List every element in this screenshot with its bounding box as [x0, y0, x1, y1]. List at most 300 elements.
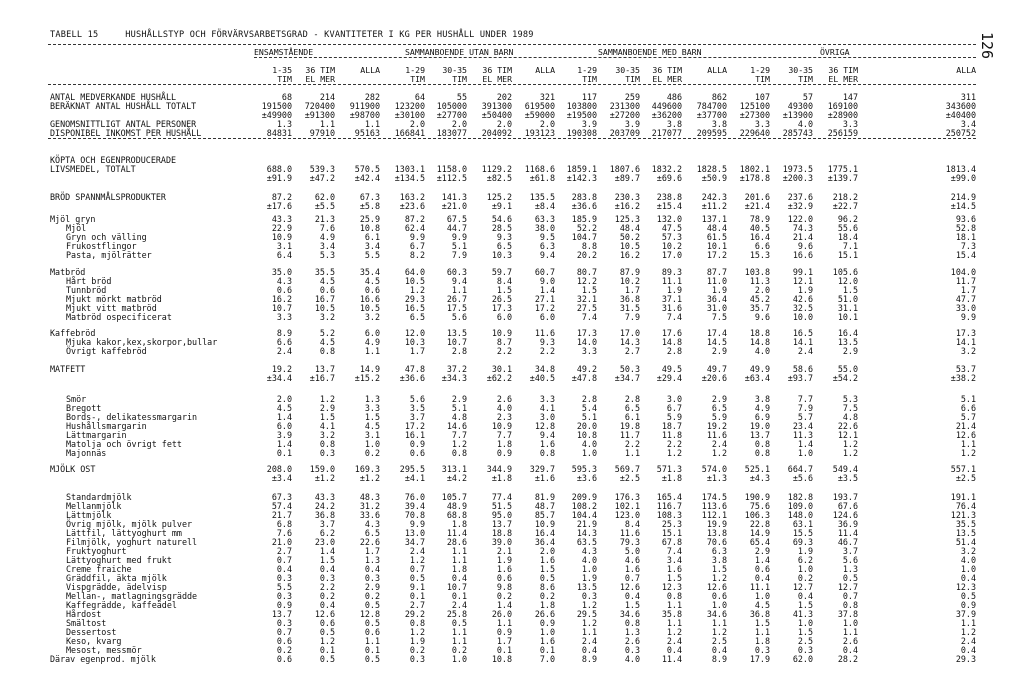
table-cell: 8.4	[624, 519, 640, 529]
row-label: Bords-, delikatessmargarin	[66, 412, 198, 422]
table-cell: 165.4	[656, 492, 682, 502]
table-cell: 14.8	[749, 337, 770, 347]
table-cell: 54.6	[491, 214, 512, 224]
table-cell: ±50400	[481, 110, 512, 120]
table-cell: 14.9	[359, 364, 380, 374]
table-cell: 2.9	[711, 346, 727, 356]
table-cell: 1.3	[364, 394, 380, 404]
table-cell: 525.1	[744, 464, 770, 474]
table-cell: 2.4	[960, 636, 976, 646]
table-cell: 231300	[609, 101, 640, 111]
table-cell: 0.1	[451, 591, 467, 601]
table-cell: 55.6	[837, 223, 858, 233]
table-cell: 23.0	[314, 537, 335, 547]
table-cell: 15.4	[955, 250, 976, 260]
table-cell: 17.0	[619, 328, 640, 338]
table-cell: 0.4	[754, 573, 770, 583]
table-cell: 0.5	[451, 618, 467, 628]
table-cell: 3.8	[666, 119, 682, 129]
table-cell: 911900	[349, 101, 380, 111]
table-cell: 22.6	[837, 421, 858, 431]
table-cell: 5.6	[451, 312, 467, 322]
table-cell: 2.4	[409, 546, 425, 556]
table-cell: 31.1	[837, 303, 858, 313]
table-cell: 204092	[481, 128, 512, 138]
table-cell: 0.2	[539, 591, 555, 601]
table-cell: 65.4	[749, 537, 770, 547]
table-cell: 1.5	[319, 555, 335, 565]
table-cell: ±61.8	[529, 173, 555, 183]
table-cell: 2.0	[539, 546, 555, 556]
table-cell: 23.4	[792, 421, 813, 431]
table-cell: 1.2	[409, 555, 425, 565]
table-cell: 125.3	[614, 214, 640, 224]
table-cell: ±40.5	[529, 373, 555, 383]
table-cell: 169.3	[354, 464, 380, 474]
table-cell: 11.6	[619, 528, 640, 538]
table-cell: 14.3	[576, 528, 597, 538]
table-cell: 124.6	[832, 510, 858, 520]
table-cell: 67.5	[446, 214, 467, 224]
table-cell: 1.1	[496, 618, 512, 628]
table-cell: 27.1	[534, 294, 555, 304]
row-label: Lättfil, lättyoghurt mm	[66, 528, 182, 538]
table-cell: 108.3	[656, 510, 682, 520]
table-cell: 0.1	[364, 645, 380, 655]
row-label: Övrigt kaffebröd	[66, 346, 147, 356]
table-cell: 6.3	[711, 546, 727, 556]
table-cell: 13.5	[837, 337, 858, 347]
table-cell: 0.3	[276, 618, 292, 628]
table-cell: 10.0	[792, 312, 813, 322]
table-cell: 17.3	[576, 328, 597, 338]
table-cell: 0.2	[496, 591, 512, 601]
table-cell: 7.9	[797, 403, 813, 413]
table-cell: 193.7	[832, 492, 858, 502]
table-cell: 7.6	[319, 223, 335, 233]
table-cell: 59.7	[491, 267, 512, 277]
table-cell: 16.1	[404, 430, 425, 440]
table-cell: 218.2	[832, 192, 858, 202]
column-header: 36 TIM EL MER	[482, 65, 512, 84]
table-cell: 11.6	[534, 328, 555, 338]
table-cell: ±17.6	[266, 201, 292, 211]
row-label: Standardmjölk	[66, 492, 132, 502]
table-cell: 68	[281, 92, 292, 102]
table-cell: 1.1	[364, 636, 380, 646]
table-cell: 36.8	[619, 294, 640, 304]
table-cell: 5.1	[451, 403, 467, 413]
table-cell: 95163	[354, 128, 380, 138]
table-cell: 19.0	[749, 421, 770, 431]
table-cell: 4.0	[754, 346, 770, 356]
column-header: 30-35 TIM	[442, 65, 467, 84]
table-cell: 0.4	[960, 573, 976, 583]
table-cell: 0.2	[451, 645, 467, 655]
table-cell: 9.9	[409, 232, 425, 242]
table-cell: 0.3	[276, 573, 292, 583]
table-cell: 1.6	[666, 564, 682, 574]
table-cell: 1.2	[409, 285, 425, 295]
table-cell: 0.8	[624, 618, 640, 628]
table-cell: 6.2	[797, 555, 813, 565]
table-title: TABELL 15 HUSHÅLLSTYP OCH FÖRVÄRVSARBETSGRAD - KVANTITETER I KG PER HUSHÅLL UNDER 1989	[50, 30, 534, 40]
table-cell: 0.5	[364, 600, 380, 610]
table-cell: 17.3	[491, 303, 512, 313]
table-cell: 10.3	[404, 337, 425, 347]
table-cell: 7.9	[451, 250, 467, 260]
table-cell: 10.2	[619, 276, 640, 286]
table-cell: 68.8	[446, 510, 467, 520]
table-cell: 1.9	[496, 555, 512, 565]
table-cell: 2.5	[711, 636, 727, 646]
table-cell: 52.2	[576, 223, 597, 233]
table-cell: 191500	[261, 101, 292, 111]
table-cell: 0.5	[960, 591, 976, 601]
table-cell: 18.8	[749, 328, 770, 338]
table-cell: 2.4	[451, 600, 467, 610]
table-cell: 1.8	[754, 636, 770, 646]
table-cell: 4.6	[624, 555, 640, 565]
table-cell: ±142.3	[566, 173, 597, 183]
table-cell: 0.6	[496, 573, 512, 583]
table-cell: 1.3	[364, 555, 380, 565]
table-cell: 176.3	[614, 492, 640, 502]
table-cell: 6.2	[319, 528, 335, 538]
table-cell: 209595	[696, 128, 727, 138]
table-cell: ±2.5	[955, 473, 976, 483]
table-cell: 12.8	[534, 421, 555, 431]
table-cell: 2.9	[754, 546, 770, 556]
table-cell: 2.0	[496, 119, 512, 129]
table-cell: 1.1	[666, 600, 682, 610]
table-cell: ±36.6	[571, 201, 597, 211]
table-cell: 321	[539, 92, 555, 102]
table-cell: 1832.2	[651, 164, 682, 174]
table-cell: ±27200	[609, 110, 640, 120]
row-label: Mesost, messmör	[66, 645, 142, 655]
table-cell: 0.3	[754, 645, 770, 655]
table-cell: 2.2	[539, 346, 555, 356]
table-cell: 103800	[566, 101, 597, 111]
table-cell: 5.4	[581, 403, 597, 413]
table-cell: ±16.7	[309, 373, 335, 383]
table-cell: 688.0	[266, 164, 292, 174]
table-cell: 10.8	[576, 430, 597, 440]
table-cell: 7.1	[842, 241, 858, 251]
table-cell: 76.4	[955, 501, 976, 511]
table-cell: ±16.2	[614, 201, 640, 211]
table-cell: 14.5	[706, 337, 727, 347]
table-cell: 1.2	[581, 600, 597, 610]
table-cell: 32.5	[792, 303, 813, 313]
table-cell: 8.6	[539, 582, 555, 592]
table-cell: 33.0	[955, 303, 976, 313]
group-header-ovriga: ÖVRIGA	[820, 47, 850, 57]
table-cell: 4.3	[364, 519, 380, 529]
table-cell: 0.1	[409, 591, 425, 601]
table-cell: 0.4	[624, 591, 640, 601]
table-cell: 619500	[524, 101, 555, 111]
table-cell: 0.4	[711, 645, 727, 655]
row-label: Creme fraiche	[66, 564, 132, 574]
table-cell: 12.1	[792, 276, 813, 286]
table-cell: 174.5	[701, 492, 727, 502]
table-cell: 47.7	[955, 294, 976, 304]
table-cell: 1.1	[451, 546, 467, 556]
table-cell: 3.2	[960, 346, 976, 356]
table-cell: 1.7	[496, 636, 512, 646]
table-cell: 13.7	[314, 364, 335, 374]
table-cell: 1973.5	[782, 164, 813, 174]
table-cell: ±5.5	[314, 201, 335, 211]
table-cell: ±63.4	[744, 373, 770, 383]
row-label: Fruktyoghurt	[66, 546, 127, 556]
table-cell: 11.7	[955, 276, 976, 286]
table-cell: 1.3	[624, 627, 640, 637]
table-cell: 58.6	[792, 364, 813, 374]
table-cell: 36.8	[749, 609, 770, 619]
table-cell: 8.8	[581, 241, 597, 251]
table-cell: 12.7	[792, 582, 813, 592]
table-cell: ±29.4	[656, 373, 682, 383]
table-cell: 14.6	[446, 421, 467, 431]
table-cell: 217077	[651, 128, 682, 138]
table-cell: 1.7	[624, 285, 640, 295]
column-header: 1-29 TIM	[750, 65, 770, 84]
table-cell: 7.4	[666, 312, 682, 322]
table-cell: 17.4	[706, 328, 727, 338]
table-cell: 12.6	[955, 430, 976, 440]
table-cell: 6.3	[539, 241, 555, 251]
table-cell: 52.8	[955, 223, 976, 233]
table-cell: ±99.0	[950, 173, 976, 183]
table-cell: 16.7	[314, 294, 335, 304]
table-cell: 4.5	[276, 403, 292, 413]
table-cell: 104.4	[571, 510, 597, 520]
table-cell: 5.7	[960, 412, 976, 422]
table-cell: 2.7	[624, 346, 640, 356]
table-cell: 1.6	[624, 564, 640, 574]
table-cell: 16.6	[359, 294, 380, 304]
table-cell: 49.7	[706, 364, 727, 374]
table-cell: 3.7	[409, 412, 425, 422]
table-cell: 84831	[266, 128, 292, 138]
table-cell: 8.9	[581, 654, 597, 664]
table-cell: 6.0	[276, 421, 292, 431]
table-cell: ±3.5	[837, 473, 858, 483]
table-cell: ±15.4	[656, 201, 682, 211]
table-cell: 9.5	[539, 232, 555, 242]
table-cell: 6.6	[960, 403, 976, 413]
table-cell: 4.5	[319, 337, 335, 347]
table-cell: 4.9	[754, 403, 770, 413]
table-cell: 0.2	[319, 591, 335, 601]
table-cell: 16.4	[837, 328, 858, 338]
table-cell: 0.5	[319, 627, 335, 637]
table-cell: 45.2	[749, 294, 770, 304]
table-cell: 1.9	[409, 636, 425, 646]
table-cell: 17.0	[661, 250, 682, 260]
table-cell: 11.1	[749, 582, 770, 592]
table-cell: 109.0	[787, 501, 813, 511]
table-cell: 1.7	[960, 285, 976, 295]
table-cell: 36.8	[314, 510, 335, 520]
table-cell: 50.2	[619, 232, 640, 242]
table-cell: 2.1	[496, 546, 512, 556]
table-cell: 38.0	[534, 223, 555, 233]
table-cell: 6.0	[539, 312, 555, 322]
table-cell: 24.2	[314, 501, 335, 511]
table-cell: 1.0	[364, 439, 380, 449]
table-cell: 2.8	[666, 346, 682, 356]
table-cell: 36.9	[837, 519, 858, 529]
table-cell: 2.0	[276, 394, 292, 404]
table-cell: 15.5	[792, 528, 813, 538]
table-cell: 22.6	[359, 537, 380, 547]
table-cell: 10.8	[359, 223, 380, 233]
table-cell: 1.5	[319, 412, 335, 422]
table-cell: 1.1	[842, 627, 858, 637]
column-header: 1-29 TIM	[577, 65, 597, 84]
table-cell: 67.8	[661, 537, 682, 547]
table-cell: 0.6	[319, 285, 335, 295]
table-cell: 11.6	[706, 430, 727, 440]
table-cell: 3.1	[276, 241, 292, 251]
table-cell: 28.5	[491, 223, 512, 233]
table-cell: ±4.3	[749, 473, 770, 483]
table-cell: ±37700	[696, 110, 727, 120]
group-header-med-barn: SAMMANBOENDE MED BARN	[598, 47, 702, 57]
table-cell: 2.4	[276, 346, 292, 356]
table-cell: 5.7	[797, 412, 813, 422]
table-cell: 12.6	[619, 582, 640, 592]
table-cell: 0.9	[960, 600, 976, 610]
table-cell: 0.1	[276, 448, 292, 458]
table-cell: 0.5	[842, 573, 858, 583]
table-cell: 21.3	[314, 214, 335, 224]
table-cell: 5.0	[624, 546, 640, 556]
table-cell: 2.8	[624, 394, 640, 404]
table-cell: 0.5	[364, 654, 380, 664]
table-cell: 1.0	[711, 600, 727, 610]
table-cell: 6.7	[409, 241, 425, 251]
table-cell: 0.4	[276, 564, 292, 574]
table-cell: 11.4	[661, 654, 682, 664]
table-cell: 0.1	[496, 645, 512, 655]
table-cell: 1.5	[797, 600, 813, 610]
table-cell: 25.3	[661, 519, 682, 529]
table-cell: 169100	[827, 101, 858, 111]
table-cell: 13.5	[446, 328, 467, 338]
column-header: 30-35 TIM	[788, 65, 813, 84]
table-cell: ±1.3	[706, 473, 727, 483]
table-cell: 1.0	[797, 618, 813, 628]
column-header: ALLA	[956, 65, 976, 75]
table-cell: 571.3	[656, 464, 682, 474]
table-cell: 0.5	[409, 573, 425, 583]
table-cell: 256159	[827, 128, 858, 138]
table-cell: 74.3	[792, 223, 813, 233]
table-cell: 13.7	[271, 609, 292, 619]
table-cell: 1802.1	[739, 164, 770, 174]
table-cell: ±54.2	[832, 373, 858, 383]
table-cell: 2.7	[409, 600, 425, 610]
table-cell: 0.1	[539, 645, 555, 655]
table-cell: 862	[711, 92, 727, 102]
table-cell: 1.5	[496, 285, 512, 295]
row-label: Kaffebröd	[50, 328, 96, 338]
table-cell: 11.1	[661, 276, 682, 286]
table-cell: 2.9	[842, 346, 858, 356]
table-cell: 3.2	[319, 430, 335, 440]
table-cell: 2.0	[409, 119, 425, 129]
table-cell: 1.1	[960, 618, 976, 628]
table-cell: ±49900	[261, 110, 292, 120]
table-cell: 242.3	[701, 192, 727, 202]
table-cell: 11.4	[446, 528, 467, 538]
table-cell: 1.0	[539, 627, 555, 637]
table-cell: 31.0	[706, 303, 727, 313]
table-cell: 70.6	[706, 537, 727, 547]
table-cell: 1.2	[581, 618, 597, 628]
table-cell: 9.0	[539, 276, 555, 286]
table-cell: 163.2	[399, 192, 425, 202]
table-cell: 3.5	[409, 403, 425, 413]
table-cell: 0.4	[319, 564, 335, 574]
table-cell: 9.8	[496, 582, 512, 592]
table-cell: 87.2	[271, 192, 292, 202]
table-cell: 1.4	[539, 285, 555, 295]
table-cell: 0.6	[276, 636, 292, 646]
table-cell: 105.7	[441, 492, 467, 502]
table-cell: 1.6	[496, 564, 512, 574]
table-cell: ±34.7	[614, 373, 640, 383]
table-cell: 4.8	[842, 412, 858, 422]
table-cell: 75.6	[749, 501, 770, 511]
table-cell: 2.5	[797, 636, 813, 646]
table-cell: 5.5	[364, 250, 380, 260]
table-cell: 16.5	[792, 328, 813, 338]
table-cell: 28.6	[446, 537, 467, 547]
table-cell: 3.4	[364, 241, 380, 251]
table-cell: 125100	[739, 101, 770, 111]
table-cell: 3.1	[364, 430, 380, 440]
table-cell: 4.0	[496, 403, 512, 413]
table-cell: 183077	[436, 128, 467, 138]
table-cell: 87.7	[706, 267, 727, 277]
table-cell: 343600	[945, 101, 976, 111]
column-header: ALLA	[535, 65, 555, 75]
table-cell: 16.4	[749, 232, 770, 242]
table-cell: 7.7	[496, 430, 512, 440]
table-cell: 97910	[309, 128, 335, 138]
table-cell: 1.6	[539, 439, 555, 449]
table-cell: 11.0	[706, 276, 727, 286]
table-cell: 61.5	[706, 232, 727, 242]
table-cell: 48.7	[534, 501, 555, 511]
table-cell: 113.6	[701, 501, 727, 511]
table-cell: 63.3	[534, 214, 555, 224]
table-cell: 35.5	[955, 519, 976, 529]
table-cell: 209.9	[571, 492, 597, 502]
table-cell: 2.7	[276, 546, 292, 556]
table-cell: 9.6	[797, 241, 813, 251]
table-cell: 2.4	[581, 636, 597, 646]
table-cell: 3.0	[666, 394, 682, 404]
table-cell: 0.7	[409, 564, 425, 574]
table-cell: 16.2	[619, 250, 640, 260]
